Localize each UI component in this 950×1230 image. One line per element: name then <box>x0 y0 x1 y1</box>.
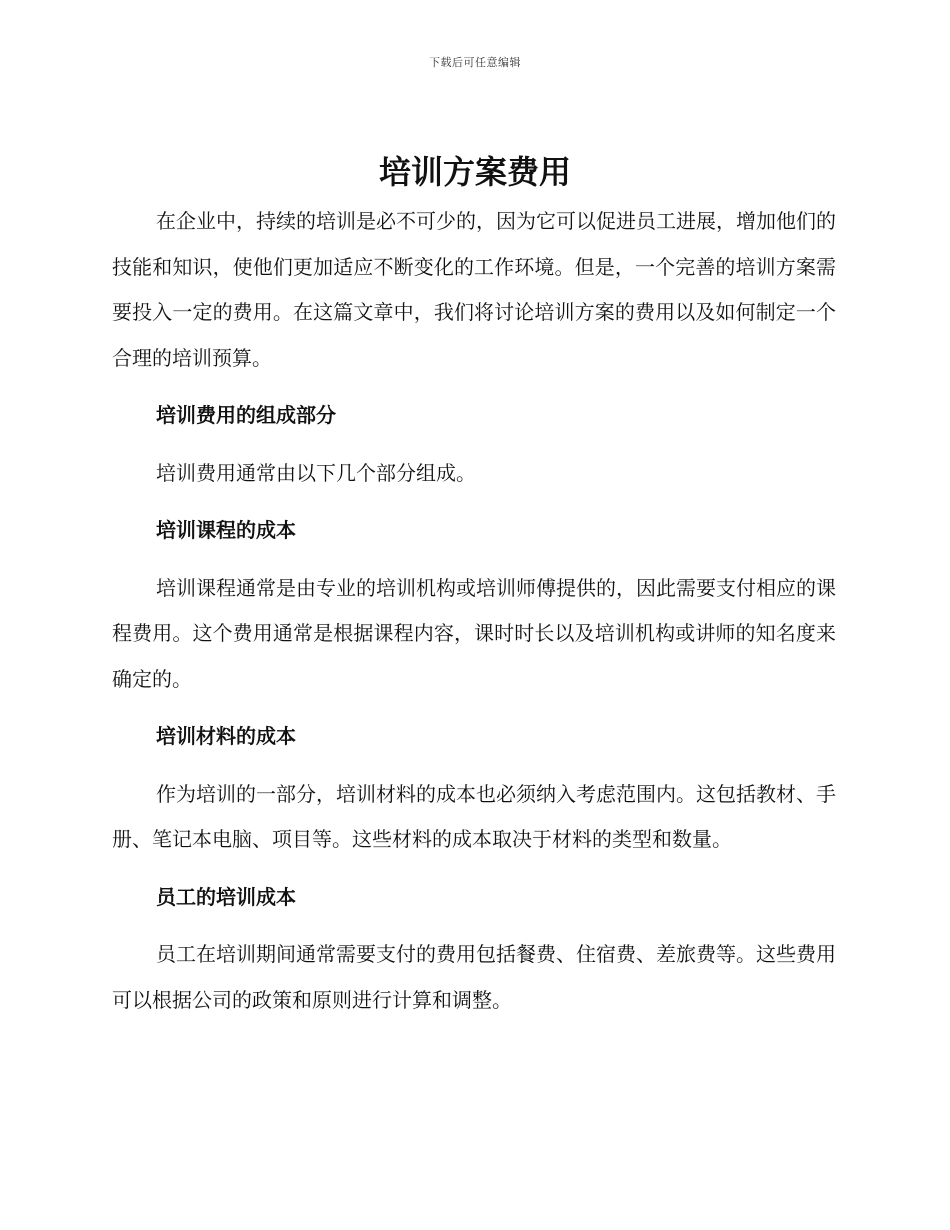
spacer <box>112 760 836 772</box>
section-heading-employee-cost: 员工的培训成本 <box>156 884 296 909</box>
section-body-material-cost: 作为培训的一部分，培训材料的成本也必须纳入考虑范围内。这包括教材、手册、笔记本电脑、项目等。这些材料的成本取决于材料的类型和数量。 <box>112 781 836 851</box>
section-heading-course-cost: 培训课程的成本 <box>156 518 296 542</box>
section-body-composition: 培训费用通常由以下几个部分组成。 <box>156 460 476 485</box>
spacer <box>112 381 836 393</box>
spacer <box>112 920 836 932</box>
section-heading-composition: 培训费用的组成部分 <box>156 403 336 427</box>
spacer <box>112 496 836 508</box>
section-body-course-cost: 培训课程通常是由专业的培训机构或培训师傅提供的，因此需要支付相应的课程费用。这个费用通常是根据课程内容，课时时长以及培训机构或讲师的知名度来确定的。 <box>112 575 836 691</box>
spacer <box>112 702 836 714</box>
document-body <box>112 199 836 1023</box>
intro-paragraph: 在企业中，持续的培训是必不可少的，因为它可以促进员工进展，增加他们的技能和知识，使他们更加适应不断变化的工作环境。但是，一个完善的培训方案需要投入一定的费用。在这篇文章中，我们将讨论培训方案的费用以及如何制定一个合理的培训预算。 <box>112 209 836 370</box>
document-title: 培训方案费用 <box>378 153 571 191</box>
spacer <box>112 554 836 566</box>
section-heading-material-cost: 培训材料的成本 <box>156 724 296 748</box>
spacer <box>112 439 836 451</box>
spacer <box>112 863 836 875</box>
header-note: 下载后可任意编辑 <box>429 56 521 69</box>
section-body-employee-cost: 员工在培训期间通常需要支付的费用包括餐费、住宿费、差旅费等。这些费用可以根据公司的政策和原则进行计算和调整。 <box>112 942 836 1012</box>
